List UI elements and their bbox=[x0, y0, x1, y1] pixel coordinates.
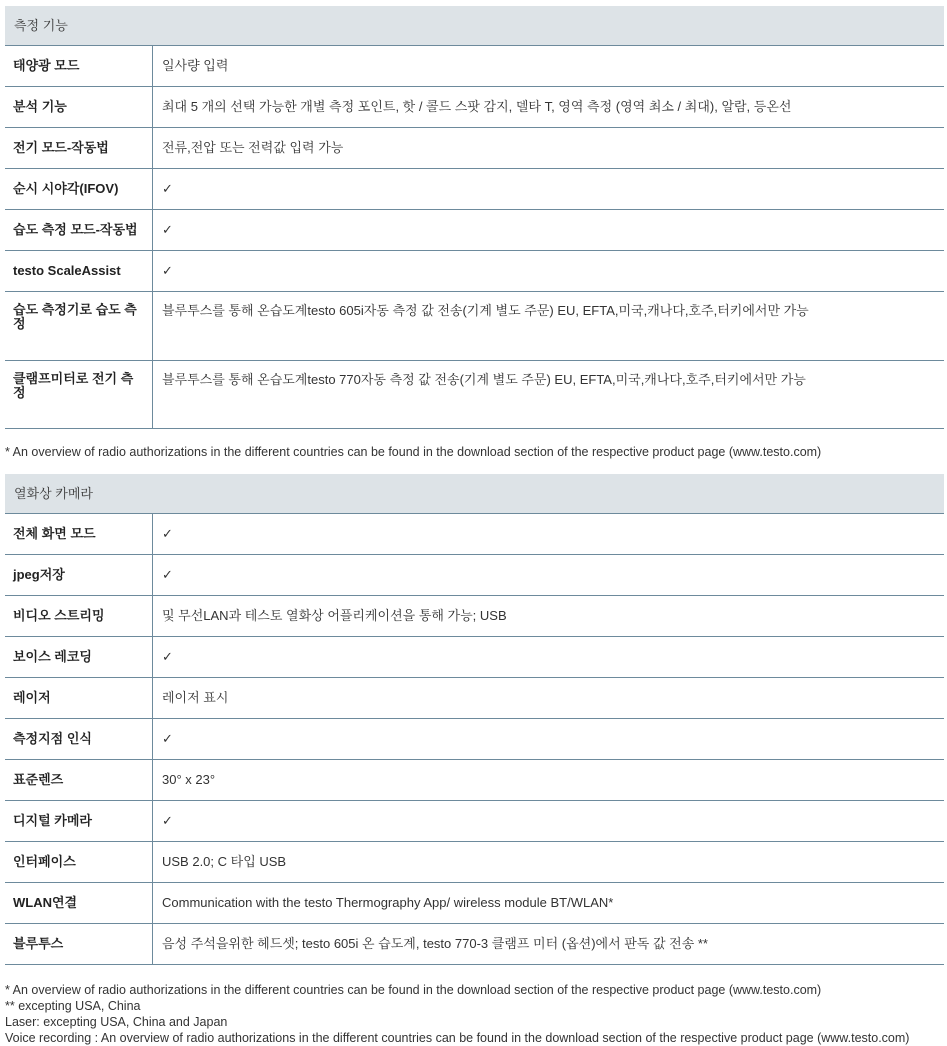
row-value: 일사량 입력 bbox=[153, 46, 945, 87]
checkmark-icon: ✓ bbox=[153, 514, 945, 555]
row-label: jpeg저장 bbox=[5, 555, 153, 596]
row-label: 전체 화면 모드 bbox=[5, 514, 153, 555]
row-label: 디지털 카메라 bbox=[5, 801, 153, 842]
table-row bbox=[5, 801, 944, 842]
table-row bbox=[5, 760, 944, 801]
row-value: 전류,전압 또는 전력값 입력 가능 bbox=[153, 128, 945, 169]
row-label: WLAN연결 bbox=[5, 883, 153, 924]
table-row bbox=[5, 87, 944, 128]
row-label: 표준렌즈 bbox=[5, 760, 153, 801]
footnote-radio: * An overview of radio authorizations in the different countries can be found in the download section of the respective product page (www.testo.com) bbox=[5, 445, 822, 459]
footnote-voice-recording: Voice recording : An overview of radio authorizations in the different countries can be found in the download section of the respective product page (www.testo.com) bbox=[5, 1031, 910, 1045]
row-label: 비디오 스트리밍 bbox=[5, 596, 153, 637]
row-value: 블루투스를 통해 온습도계testo 605i자동 측정 값 전송(기계 별도 주문) EU, EFTA,미국,캐나다,호주,터키에서만 가능 bbox=[153, 292, 945, 361]
spec-table-thermal-camera bbox=[5, 514, 944, 965]
table-row bbox=[5, 842, 944, 883]
checkmark-icon: ✓ bbox=[153, 169, 945, 210]
row-label: 분석 기능 bbox=[5, 87, 153, 128]
row-label: testo ScaleAssist bbox=[5, 251, 153, 292]
row-label: 습도 측정기로 습도 측정 bbox=[5, 292, 153, 361]
row-value: 블루투스를 통해 온습도계testo 770자동 측정 값 전송(기계 별도 주문) EU, EFTA,미국,캐나다,호주,터키에서만 가능 bbox=[153, 361, 945, 429]
table-row bbox=[5, 46, 944, 87]
row-label: 태양광 모드 bbox=[5, 46, 153, 87]
table-row bbox=[5, 883, 944, 924]
table-row bbox=[5, 251, 944, 292]
spec-sheet bbox=[5, 6, 944, 1046]
checkmark-icon: ✓ bbox=[153, 251, 945, 292]
row-label: 전기 모드-작동법 bbox=[5, 128, 153, 169]
table-row bbox=[5, 210, 944, 251]
section-header-measurement: 측정 기능 bbox=[5, 6, 944, 46]
checkmark-icon: ✓ bbox=[153, 719, 945, 760]
row-value: 최대 5 개의 선택 가능한 개별 측정 포인트, 핫 / 콜드 스팟 감지, 델타 T, 영역 측정 (영역 최소 / 최대), 알람, 등온선 bbox=[153, 87, 945, 128]
row-value: 음성 주석을위한 헤드셋; testo 605i 온 습도계, testo 770-3 클램프 미터 (옵션)에서 판독 값 전송 ** bbox=[153, 924, 945, 965]
row-value: Communication with the testo Thermography App/ wireless module BT/WLAN* bbox=[153, 883, 945, 924]
row-value: USB 2.0; C 타입 USB bbox=[153, 842, 945, 883]
checkmark-icon: ✓ bbox=[153, 555, 945, 596]
row-label: 레이저 bbox=[5, 678, 153, 719]
table-row bbox=[5, 292, 944, 361]
checkmark-icon: ✓ bbox=[153, 801, 945, 842]
row-label: 측정지점 인식 bbox=[5, 719, 153, 760]
table-row bbox=[5, 361, 944, 429]
row-label: 블루투스 bbox=[5, 924, 153, 965]
table-row bbox=[5, 678, 944, 719]
table-row bbox=[5, 924, 944, 965]
table-row bbox=[5, 596, 944, 637]
row-value: 레이저 표시 bbox=[153, 678, 945, 719]
row-label: 보이스 레코딩 bbox=[5, 637, 153, 678]
checkmark-icon: ✓ bbox=[153, 210, 945, 251]
footnote-radio: * An overview of radio authorizations in the different countries can be found in the download section of the respective product page (www.testo.com) bbox=[5, 983, 822, 997]
row-label: 순시 시야각(IFOV) bbox=[5, 169, 153, 210]
table-row bbox=[5, 637, 944, 678]
footnote-excepting: ** excepting USA, China bbox=[5, 999, 141, 1013]
row-label: 습도 측정 모드-작동법 bbox=[5, 210, 153, 251]
checkmark-icon: ✓ bbox=[153, 637, 945, 678]
section-header-thermal-camera: 열화상 카메라 bbox=[5, 474, 944, 514]
row-label: 인터페이스 bbox=[5, 842, 153, 883]
spec-table-measurement bbox=[5, 46, 944, 429]
row-value: 30° x 23° bbox=[153, 760, 945, 801]
table-row bbox=[5, 719, 944, 760]
table-row bbox=[5, 555, 944, 596]
row-value: 및 무선LAN과 테스토 열화상 어플리케이션을 통해 가능; USB bbox=[153, 596, 945, 637]
footnotes bbox=[5, 965, 944, 1046]
table-row bbox=[5, 169, 944, 210]
table-row bbox=[5, 514, 944, 555]
row-label: 클램프미터로 전기 측정 bbox=[5, 361, 153, 429]
table-row bbox=[5, 128, 944, 169]
footnote-laser: Laser: excepting USA, China and Japan bbox=[5, 1015, 228, 1029]
